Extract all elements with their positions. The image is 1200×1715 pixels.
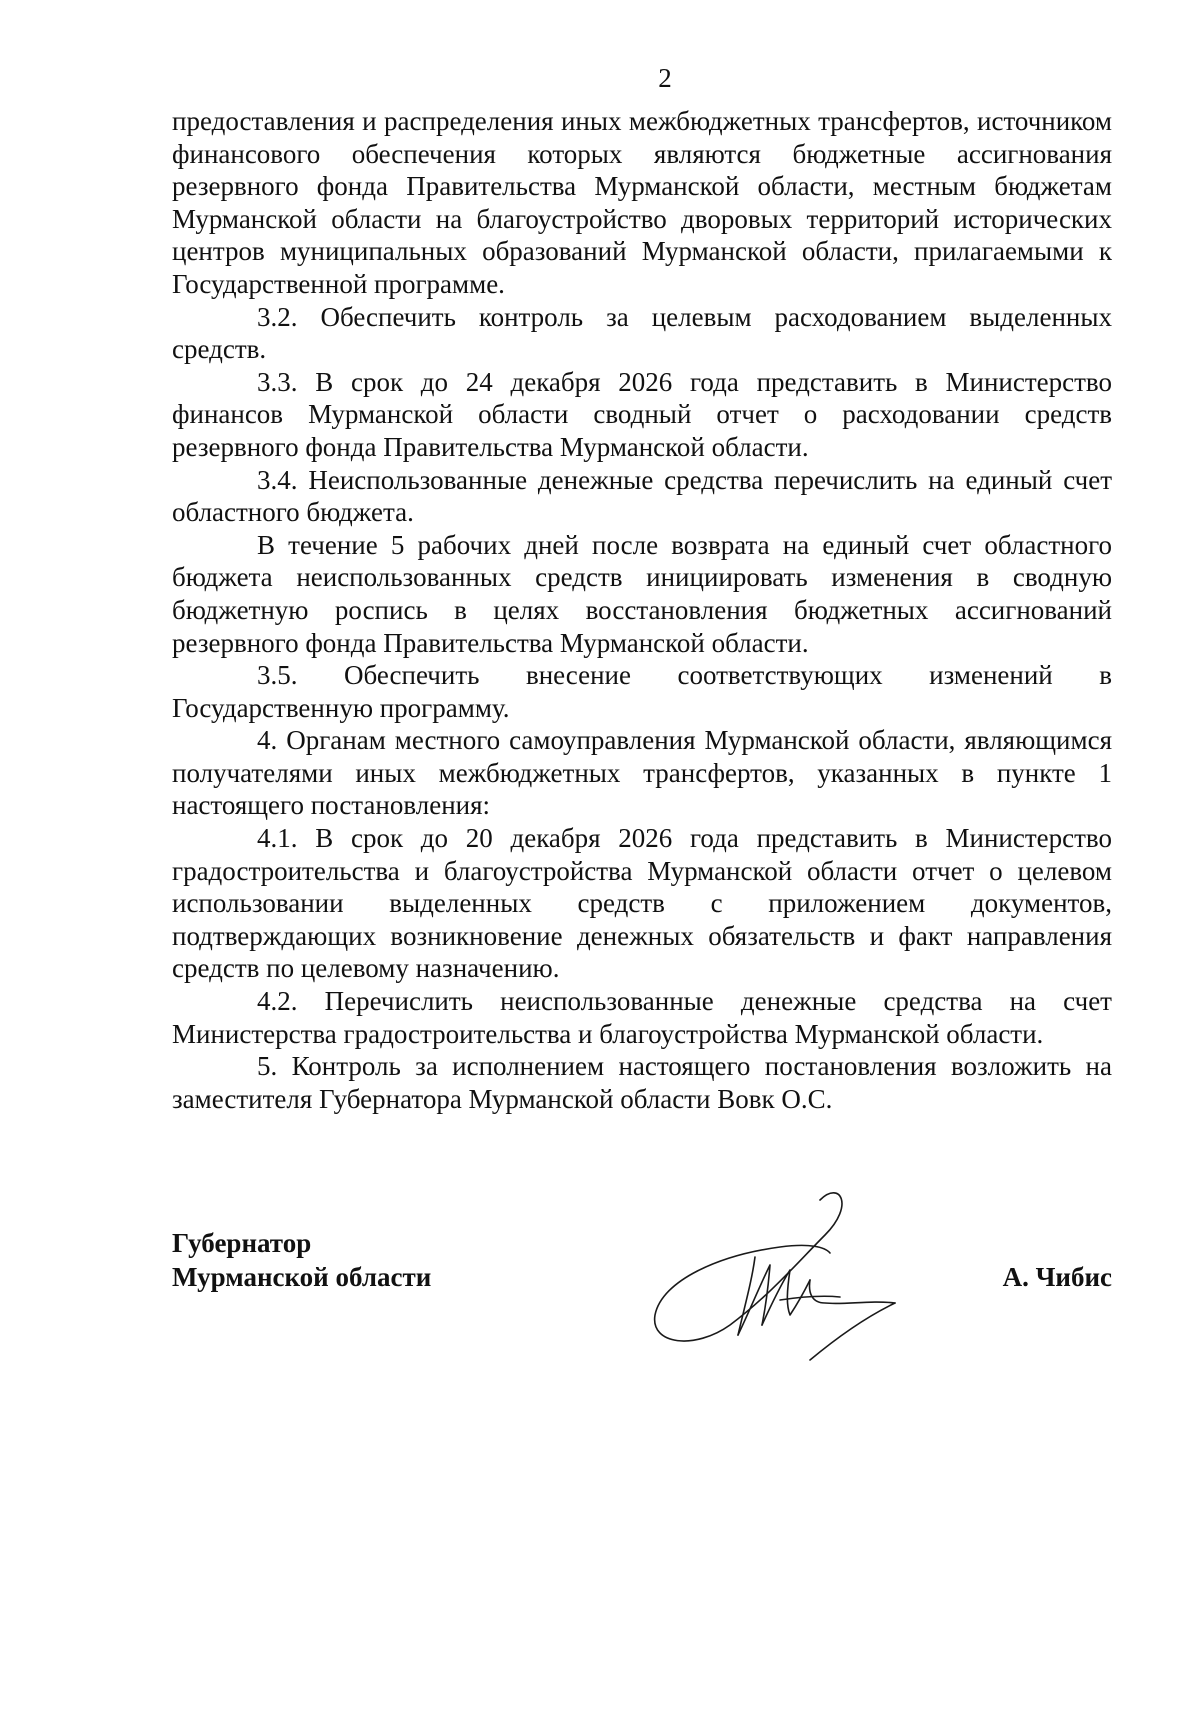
paragraph-continuation: предоставления и распределения иных межбюджетных трансфертов, источником финансового обеспечения которых являются бюджетные ассигнования резервного фонда Правительства Мурманской области, местным бюджетам Мурманской области на благоустройство дворовых территорий исторических центров муниципальных образований Мурманской области, прилагаемыми к Государственной программе. bbox=[172, 106, 1112, 299]
paragraph-4-2: 4.2. Перечислить неиспользованные денежные средства на счет Министерства градостроительства и благоустройства Мурманской области. bbox=[172, 986, 1112, 1049]
signatory-title-line2: Мурманской области bbox=[172, 1262, 432, 1292]
signatory-title-line1: Губернатор bbox=[172, 1228, 312, 1258]
signatory-title bbox=[172, 1226, 431, 1294]
paragraph-3-4-detail: В течение 5 рабочих дней после возврата на единый счет областного бюджета неиспользованных средств инициировать изменения в сводную бюджетную роспись в целях восстановления бюджетных ассигнований резервного фонда Правительства Мурманской области. bbox=[172, 529, 1112, 658]
paragraph-3-3: 3.3. В срок до 24 декабря 2026 года представить в Министерство финансов Мурманской области сводный отчет о расходовании средств резервного фонда Правительства Мурманской области. bbox=[172, 366, 1112, 462]
paragraph-4-1: 4.1. В срок до 20 декабря 2026 года представить в Министерство градостроительства и благоустройства Мурманской области отчет о целевом использовании выделенных средств с приложением документов, подтверждающих возникновение денежных обязательств и факт направления средств по целевому назначению. bbox=[172, 823, 1112, 984]
paragraph-3-2: 3.2. Обеспечить контроль за целевым расходованием выделенных средств. bbox=[172, 301, 1112, 365]
paragraph-3-5: 3.5. Обеспечить внесение соответствующих изменений в Государственную программу. bbox=[172, 660, 1112, 723]
paragraph-5: 5. Контроль за исполнением настоящего постановления возложить на заместителя Губернатора Мурманской области Вовк О.С. bbox=[172, 1051, 1112, 1114]
page-number: 2 bbox=[658, 63, 672, 93]
signatory-name: А. Чибис bbox=[1002, 1262, 1112, 1292]
handwritten-signature bbox=[640, 1185, 940, 1365]
document-body bbox=[172, 105, 1112, 1115]
paragraph-3-4: 3.4. Неиспользованные денежные средства перечислить на единый счет областного бюджета. bbox=[172, 464, 1112, 528]
paragraph-4: 4. Органам местного самоуправления Мурманской области, являющимся получателями иных межбюджетных трансфертов, указанных в пункте 1 настоящего постановления: bbox=[172, 725, 1112, 821]
